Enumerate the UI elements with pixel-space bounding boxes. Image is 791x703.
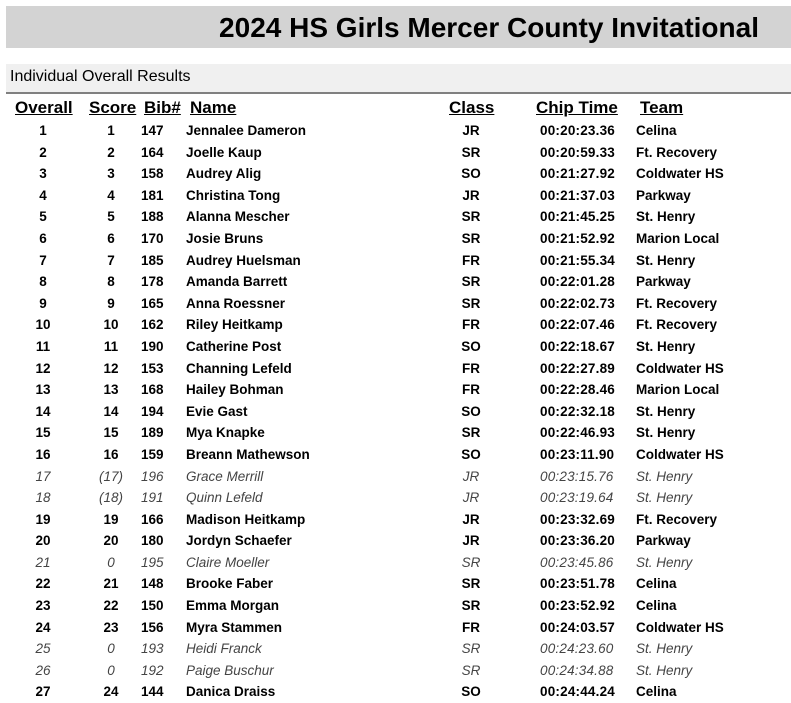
table-row <box>0 293 791 315</box>
class-cell <box>461 274 490 290</box>
name-cell: Jennalee Dameron <box>186 123 307 138</box>
score-cell <box>107 209 119 225</box>
team-cell: St. Henry <box>636 338 696 354</box>
name-cell: Joelle Kaup <box>186 144 262 160</box>
chip-time-cell: 00:23:52.92 <box>540 598 616 614</box>
table-row <box>0 163 791 185</box>
bib-cell: 168 <box>141 382 164 398</box>
name-cell: Jordyn Schaefer <box>186 533 292 549</box>
team-cell: St. Henry <box>636 403 696 419</box>
overall-cell-text: 25 <box>35 641 51 657</box>
class-cell-text: FR <box>462 360 480 376</box>
score-cell <box>107 554 119 570</box>
class-cell <box>462 511 488 527</box>
score-cell <box>103 598 126 614</box>
score-cell-text: 8 <box>107 274 115 290</box>
class-cell <box>461 144 490 160</box>
name-cell: Audrey Huelsman <box>186 252 301 268</box>
header-class: Class <box>449 98 495 117</box>
class-cell <box>461 295 490 311</box>
chip-time-cell: 00:23:15.76 <box>540 468 614 484</box>
score-cell-text: 11 <box>103 338 119 354</box>
bib-cell: 170 <box>141 230 164 246</box>
score-cell-text: 13 <box>103 382 119 398</box>
header-name: Name <box>190 98 237 117</box>
name-cell: Brooke Faber <box>186 576 274 592</box>
class-cell <box>462 382 489 398</box>
table-row <box>0 422 791 444</box>
name-cell: Audrey Alig <box>186 166 262 182</box>
score-cell-text: 24 <box>103 684 119 700</box>
overall-cell-text: 19 <box>35 511 51 527</box>
chip-time-cell: 00:24:34.88 <box>540 662 614 678</box>
score-cell-text: 7 <box>107 252 115 268</box>
overall-cell-text: 6 <box>39 230 47 246</box>
overall-cell-text: 5 <box>39 209 47 225</box>
bib-cell: 153 <box>141 360 164 376</box>
team-cell: Coldwater HS <box>636 619 724 635</box>
team-cell: Ft. Recovery <box>636 317 718 333</box>
score-cell-text: 3 <box>107 166 115 182</box>
team-cell: Celina <box>636 684 677 700</box>
class-cell-text: SR <box>461 662 481 678</box>
name-cell: Breann Mathewson <box>186 446 310 462</box>
score-cell <box>107 295 119 311</box>
team-cell: Coldwater HS <box>636 166 724 182</box>
header-bib: Bib# <box>144 98 181 117</box>
table-row <box>0 206 791 228</box>
table-row <box>0 487 791 509</box>
team-cell: St. Henry <box>636 641 693 657</box>
name-cell: Paige Buschur <box>186 662 274 678</box>
score-cell-text: 19 <box>103 511 119 527</box>
bib-cell: 190 <box>141 338 164 354</box>
table-row <box>0 271 791 293</box>
score-cell <box>103 576 126 592</box>
class-cell-text: JR <box>462 187 480 203</box>
name-cell: Heidi Franck <box>186 641 262 657</box>
name-cell: Claire Moeller <box>186 554 270 570</box>
chip-time-cell: 00:24:03.57 <box>540 619 616 635</box>
overall-cell-text: 4 <box>39 187 47 203</box>
team-cell: Coldwater HS <box>636 446 724 462</box>
chip-time-cell: 00:22:28.46 <box>540 382 616 398</box>
results-table <box>0 120 791 703</box>
chip-time-cell: 00:22:01.28 <box>540 274 616 290</box>
class-cell <box>462 187 488 203</box>
class-cell <box>461 684 491 700</box>
overall-cell-text: 12 <box>35 360 51 376</box>
table-row <box>0 358 791 380</box>
class-cell <box>461 662 490 678</box>
class-cell-text: SO <box>461 166 481 182</box>
bib-cell: 191 <box>141 490 164 506</box>
team-cell: Parkway <box>636 533 691 549</box>
class-cell-text: SR <box>461 576 481 592</box>
class-cell-text: SR <box>461 641 481 657</box>
name-cell: Madison Heitkamp <box>186 511 306 527</box>
score-cell <box>107 662 119 678</box>
chip-time-cell: 00:22:46.93 <box>540 425 616 441</box>
team-cell: Ft. Recovery <box>636 144 718 160</box>
score-cell <box>107 641 119 657</box>
name-cell: Channing Lefeld <box>186 360 292 376</box>
name-cell: Josie Bruns <box>186 230 264 246</box>
class-cell-text: JR <box>462 468 480 484</box>
team-cell: St. Henry <box>636 490 693 506</box>
bib-cell: 178 <box>141 274 164 290</box>
chip-time-cell: 00:22:02.73 <box>540 295 616 311</box>
team-cell: St. Henry <box>636 252 696 268</box>
class-cell <box>461 641 490 657</box>
table-row <box>0 595 791 617</box>
bib-cell: 150 <box>141 598 164 614</box>
team-cell: Ft. Recovery <box>636 295 718 311</box>
class-cell-text: FR <box>462 382 480 398</box>
bib-cell: 147 <box>141 123 164 138</box>
class-cell <box>461 576 490 592</box>
table-row <box>0 530 791 552</box>
header-overall: Overall <box>15 98 73 117</box>
team-cell: Ft. Recovery <box>636 511 718 527</box>
table-row <box>0 379 791 401</box>
table-row <box>0 466 791 488</box>
class-cell <box>461 554 490 570</box>
team-cell: St. Henry <box>636 662 693 678</box>
table-row <box>0 142 791 164</box>
chip-time-cell: 00:23:36.20 <box>540 533 616 549</box>
bib-cell: 189 <box>141 425 164 441</box>
chip-time-cell: 00:20:23.36 <box>540 123 616 138</box>
overall-cell-text: 11 <box>35 338 51 354</box>
class-cell <box>461 209 490 225</box>
chip-time-cell: 00:24:23.60 <box>540 641 614 657</box>
class-cell-text: SR <box>461 230 481 246</box>
class-cell-text: JR <box>462 533 480 549</box>
score-cell-text: 0 <box>107 641 115 657</box>
name-cell: Alanna Mescher <box>186 209 290 225</box>
class-cell <box>461 446 491 462</box>
name-cell: Evie Gast <box>186 403 248 419</box>
bib-cell: 193 <box>141 641 164 657</box>
score-cell-text: 4 <box>107 187 115 203</box>
class-cell-text: SR <box>461 209 481 225</box>
class-cell-text: JR <box>462 123 480 138</box>
class-cell <box>462 360 489 376</box>
score-cell <box>107 144 119 160</box>
name-cell: Emma Morgan <box>186 598 280 614</box>
table-row <box>0 120 791 142</box>
score-cell <box>103 360 126 376</box>
team-cell: St. Henry <box>636 468 693 484</box>
chip-time-cell: 00:21:55.34 <box>540 252 616 268</box>
overall-cell-text: 27 <box>35 684 51 700</box>
score-cell-text: 1 <box>107 123 115 138</box>
score-cell <box>103 382 126 398</box>
overall-cell-text: 7 <box>39 252 47 268</box>
class-cell-text: SR <box>461 554 481 570</box>
score-cell-text: 0 <box>107 662 115 678</box>
class-cell <box>462 619 489 635</box>
class-cell-text: SR <box>461 598 481 614</box>
score-cell-text: 6 <box>107 230 115 246</box>
bib-cell: 195 <box>141 554 164 570</box>
table-row <box>0 573 791 595</box>
class-cell <box>462 123 488 138</box>
table-row <box>0 552 791 574</box>
score-cell-text: 23 <box>103 619 119 635</box>
bib-cell: 194 <box>141 403 164 419</box>
class-cell <box>461 403 491 419</box>
class-cell-text: FR <box>462 619 480 635</box>
class-cell <box>461 425 490 441</box>
overall-cell-text: 16 <box>35 446 51 462</box>
chip-time-cell: 00:21:27.92 <box>540 166 616 182</box>
overall-cell-text: 17 <box>35 468 51 484</box>
name-cell: Amanda Barrett <box>186 274 288 290</box>
title-bar <box>6 6 791 48</box>
header-score: Score <box>89 98 137 117</box>
class-cell-text: FR <box>462 252 480 268</box>
score-cell <box>107 230 119 246</box>
name-cell: Riley Heitkamp <box>186 317 283 333</box>
overall-cell-text: 18 <box>35 490 51 506</box>
bib-cell: 185 <box>141 252 164 268</box>
class-cell-text: SO <box>461 338 481 354</box>
team-cell: Coldwater HS <box>636 360 724 376</box>
score-cell-text: 2 <box>107 144 115 160</box>
bib-cell: 158 <box>141 166 164 182</box>
score-cell-text: 15 <box>103 425 119 441</box>
class-cell-text: SO <box>461 403 481 419</box>
class-cell <box>461 166 491 182</box>
score-cell <box>103 317 126 333</box>
class-cell-text: SR <box>461 425 481 441</box>
class-cell-text: SR <box>461 144 481 160</box>
bib-cell: 148 <box>141 576 164 592</box>
chip-time-cell: 00:23:51.78 <box>540 576 616 592</box>
chip-time-cell: 00:23:11.90 <box>540 446 615 462</box>
bib-cell: 164 <box>141 144 164 160</box>
subtitle-bar <box>6 64 791 94</box>
score-cell-text: 0 <box>107 554 115 570</box>
team-cell: Marion Local <box>636 382 720 398</box>
chip-time-cell: 00:22:07.46 <box>540 317 616 333</box>
score-cell-text: 12 <box>103 360 119 376</box>
class-cell-text: SR <box>461 274 481 290</box>
bib-cell: 166 <box>141 511 164 527</box>
header-chip-time: Chip Time <box>536 98 618 117</box>
table-row <box>0 681 791 703</box>
table-row <box>0 444 791 466</box>
overall-cell-text: 3 <box>39 166 47 182</box>
class-cell <box>461 338 491 354</box>
chip-time-cell: 00:23:32.69 <box>540 511 616 527</box>
score-cell-text: 5 <box>107 209 115 225</box>
table-row <box>0 401 791 423</box>
name-cell: Quinn Lefeld <box>186 490 263 506</box>
class-cell <box>461 598 490 614</box>
chip-time-cell: 00:20:59.33 <box>540 144 616 160</box>
score-cell <box>103 425 126 441</box>
overall-cell-text: 8 <box>39 274 47 290</box>
bib-cell: 196 <box>141 468 164 484</box>
bib-cell: 192 <box>141 662 164 678</box>
name-cell: Anna Roessner <box>186 295 286 311</box>
class-cell <box>462 252 489 268</box>
overall-cell-text: 20 <box>35 533 51 549</box>
score-cell <box>103 338 125 354</box>
team-cell: St. Henry <box>636 554 693 570</box>
class-cell-text: SO <box>461 684 481 700</box>
score-cell-text: 21 <box>103 576 119 592</box>
score-cell-text: (17) <box>98 468 124 484</box>
chip-time-cell: 00:21:45.25 <box>540 209 616 225</box>
score-cell <box>98 490 135 506</box>
overall-cell-text: 9 <box>39 295 47 311</box>
score-cell <box>103 446 126 462</box>
overall-cell-text: 15 <box>35 425 51 441</box>
chip-time-cell: 00:22:32.18 <box>540 403 616 419</box>
table-row <box>0 336 791 358</box>
bib-cell: 188 <box>141 209 164 225</box>
table-row <box>0 250 791 272</box>
chip-time-cell: 00:23:19.64 <box>540 490 614 506</box>
chip-time-cell: 00:22:18.67 <box>540 338 616 354</box>
score-cell <box>103 619 126 635</box>
chip-time-cell: 00:21:52.92 <box>540 230 616 246</box>
score-cell <box>107 252 119 268</box>
overall-cell-text: 23 <box>35 598 51 614</box>
overall-cell-text: 10 <box>35 317 51 333</box>
bib-cell: 165 <box>141 295 164 311</box>
class-cell <box>462 490 488 506</box>
class-cell-text: FR <box>462 317 480 333</box>
table-row <box>0 314 791 336</box>
class-cell-text: SR <box>461 295 481 311</box>
overall-cell-text: 13 <box>35 382 51 398</box>
score-cell <box>107 274 119 290</box>
overall-cell-text: 26 <box>35 662 51 678</box>
score-cell <box>103 403 126 419</box>
team-cell: Marion Local <box>636 230 720 246</box>
name-cell: Danica Draiss <box>186 684 276 700</box>
section-title: Individual Overall Results <box>10 68 191 85</box>
team-cell: Parkway <box>636 274 691 290</box>
bib-cell: 162 <box>141 317 164 333</box>
chip-time-cell: 00:22:27.89 <box>540 360 616 376</box>
bib-cell: 181 <box>141 187 164 203</box>
overall-cell-text: 24 <box>35 619 51 635</box>
team-cell: St. Henry <box>636 425 696 441</box>
overall-cell-text: 1 <box>39 123 47 138</box>
table-row <box>0 228 791 250</box>
overall-cell-text: 14 <box>35 403 51 419</box>
name-cell: Mya Knapke <box>186 425 265 441</box>
score-cell-text: 10 <box>103 317 119 333</box>
name-cell: Catherine Post <box>186 338 282 354</box>
header-team: Team <box>640 98 684 117</box>
score-cell-text: 16 <box>103 446 119 462</box>
name-cell: Christina Tong <box>186 187 281 203</box>
chip-time-cell: 00:24:44.24 <box>540 684 616 700</box>
class-cell <box>462 533 488 549</box>
score-cell <box>107 123 119 138</box>
bib-cell: 159 <box>141 446 164 462</box>
overall-cell-text: 22 <box>35 576 51 592</box>
score-cell <box>103 684 126 700</box>
overall-cell-text: 21 <box>35 554 51 570</box>
bib-cell: 156 <box>141 619 164 635</box>
class-cell <box>462 468 488 484</box>
chip-time-cell: 00:21:37.03 <box>540 187 616 203</box>
team-cell: Celina <box>636 598 677 614</box>
score-cell-text: (18) <box>98 490 124 506</box>
class-cell-text: JR <box>462 490 480 506</box>
team-cell: Celina <box>636 123 677 138</box>
score-cell <box>107 187 119 203</box>
score-cell <box>103 511 126 527</box>
score-cell <box>98 468 135 484</box>
chip-time-cell: 00:23:45.86 <box>540 554 614 570</box>
class-cell-text: SO <box>461 446 481 462</box>
table-row <box>0 185 791 207</box>
bib-cell: 180 <box>141 533 164 549</box>
table-row <box>0 660 791 682</box>
score-cell-text: 14 <box>103 403 119 419</box>
table-row <box>0 509 791 531</box>
table-row <box>0 638 791 660</box>
team-cell: Parkway <box>636 187 691 203</box>
score-cell <box>107 166 119 182</box>
score-cell-text: 22 <box>103 598 119 614</box>
class-cell <box>461 230 490 246</box>
team-cell: Celina <box>636 576 677 592</box>
name-cell: Hailey Bohman <box>186 382 284 398</box>
score-cell-text: 20 <box>103 533 119 549</box>
score-cell-text: 9 <box>107 295 115 311</box>
class-cell-text: JR <box>462 511 480 527</box>
overall-cell-text: 2 <box>39 144 47 160</box>
table-row <box>0 617 791 639</box>
class-cell <box>462 317 489 333</box>
page-title: 2024 HS Girls Mercer County Invitational <box>219 12 759 43</box>
score-cell <box>103 533 126 549</box>
team-cell: St. Henry <box>636 209 696 225</box>
name-cell: Myra Stammen <box>186 619 283 635</box>
name-cell: Grace Merrill <box>186 468 264 484</box>
bib-cell: 144 <box>141 684 164 700</box>
